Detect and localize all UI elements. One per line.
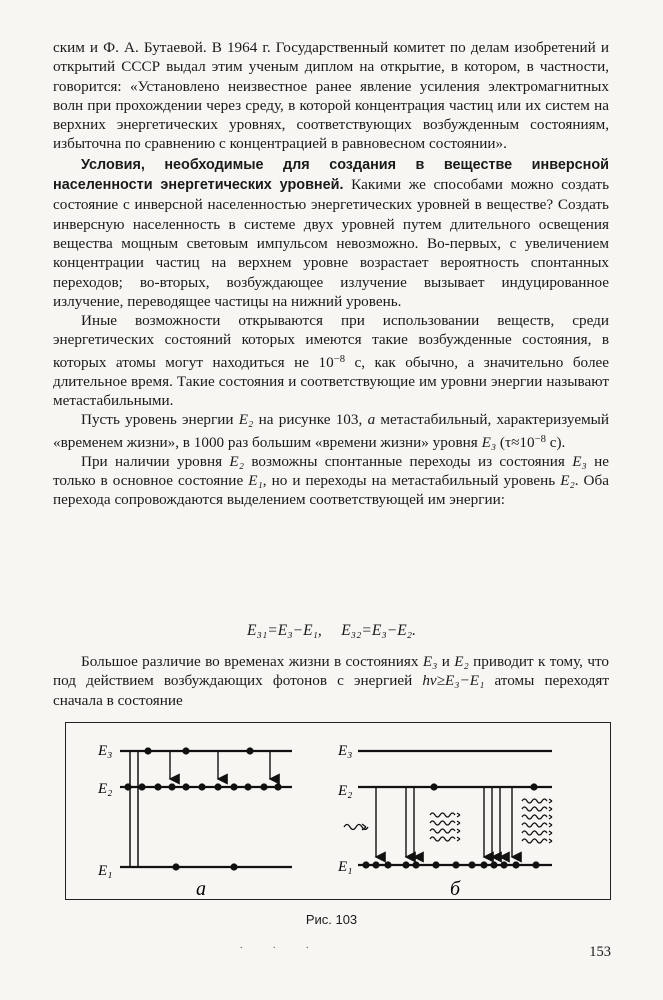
energy-level-diagram (66, 723, 612, 901)
body-text-2 (53, 652, 609, 710)
diagram-a (97, 743, 292, 900)
formula-e31: E₃₁=E₃−E₁, (247, 622, 322, 639)
figure-103 (65, 722, 611, 900)
label-e1-a: E₁ (98, 863, 113, 879)
body-text (53, 38, 609, 510)
label-b: б (450, 878, 461, 900)
formula (0, 622, 663, 640)
formula-e32: E₃₂=E₃−E₂. (341, 622, 416, 639)
paragraph-5: При наличии уровня E₂ возможны спонтанные переходы из состояния E₃ не только в основное состояние E₁, но и переходы на метастабильный уровень E₂. Оба перехода сопровождаются выделением соответствующей им энергии: (53, 452, 610, 509)
label-e3-b: E₃ (338, 743, 353, 759)
label-e2-b: E₂ (338, 783, 353, 799)
label-a: а (196, 878, 206, 900)
paragraph-6: Большое различие во временах жизни в состояниях E₃ и E₂ приводит к тому, что под действием возбуждающих фотонов с энергией hν≥E₃−E₁ атомы переходят сначала в состояние (53, 653, 609, 709)
page-number: 153 (589, 944, 611, 960)
label-e3-a: E₃ (98, 743, 113, 759)
paragraph-2 (53, 155, 609, 311)
paragraph-3: Иные возможности открываются при использовании веществ, среди энергетических состояний которых имеются такие возбужденные состояния, в которых атомы могут находиться не $10^{-8}$ с, как обычно, а значительно более длительное время. Такие состояния и соответствующие им уровни энергии называют метастабильными. (53, 312, 610, 410)
diagram-b (337, 743, 552, 900)
paragraph-1: ским и Ф. А. Бутаевой. В 1964 г. Государственный комитет по делам изобретений и открытий СССР выдал этим ученым диплом на открытие, в котором, в частности, говорится: «Установлено неизвестное ранее явление усиления электромагнитных волн при прохождении через среду, в которой концентрация частиц или их систем на верхних энергетических уровнях, соответствующих возбужденным состояниям, избыточна по сравнению с концентрацией в равновесном состоянии». (53, 39, 609, 153)
label-e2-a: E₂ (98, 781, 113, 797)
paragraph-4: Пусть уровень энергии E₂ на рисунке 103, а метастабильный, характеризуемый «временем жизни», в 1000 раз большим «времени жизни» уровня E₃ ($\tau\approx 10^{-8}$ с). (53, 411, 610, 451)
paragraph-2-text: Какими же способами можно создать состояние с инверсной населенностью энергетических уровней в веществе? Создать инверсную населенность в системе двух уровней путем длительного освещения вещества мощным световым импульсом невозможно. Во-первых, с увеличением концентрации частиц на верхнем уровне возрастает вероятность спонтанных переходов; во-вторых, возбуждающее излучение вызывает индуцированное излучение, переводящее частицы на нижний уровень. (53, 176, 610, 310)
label-e1-b: E₁ (338, 859, 353, 875)
print-marks: . . . (240, 940, 323, 951)
section-heading: Условия, необходимые для создания в веществе инверсной населенности энергетических уровней. (53, 156, 609, 194)
figure-caption: Рис. 103 (305, 912, 358, 927)
